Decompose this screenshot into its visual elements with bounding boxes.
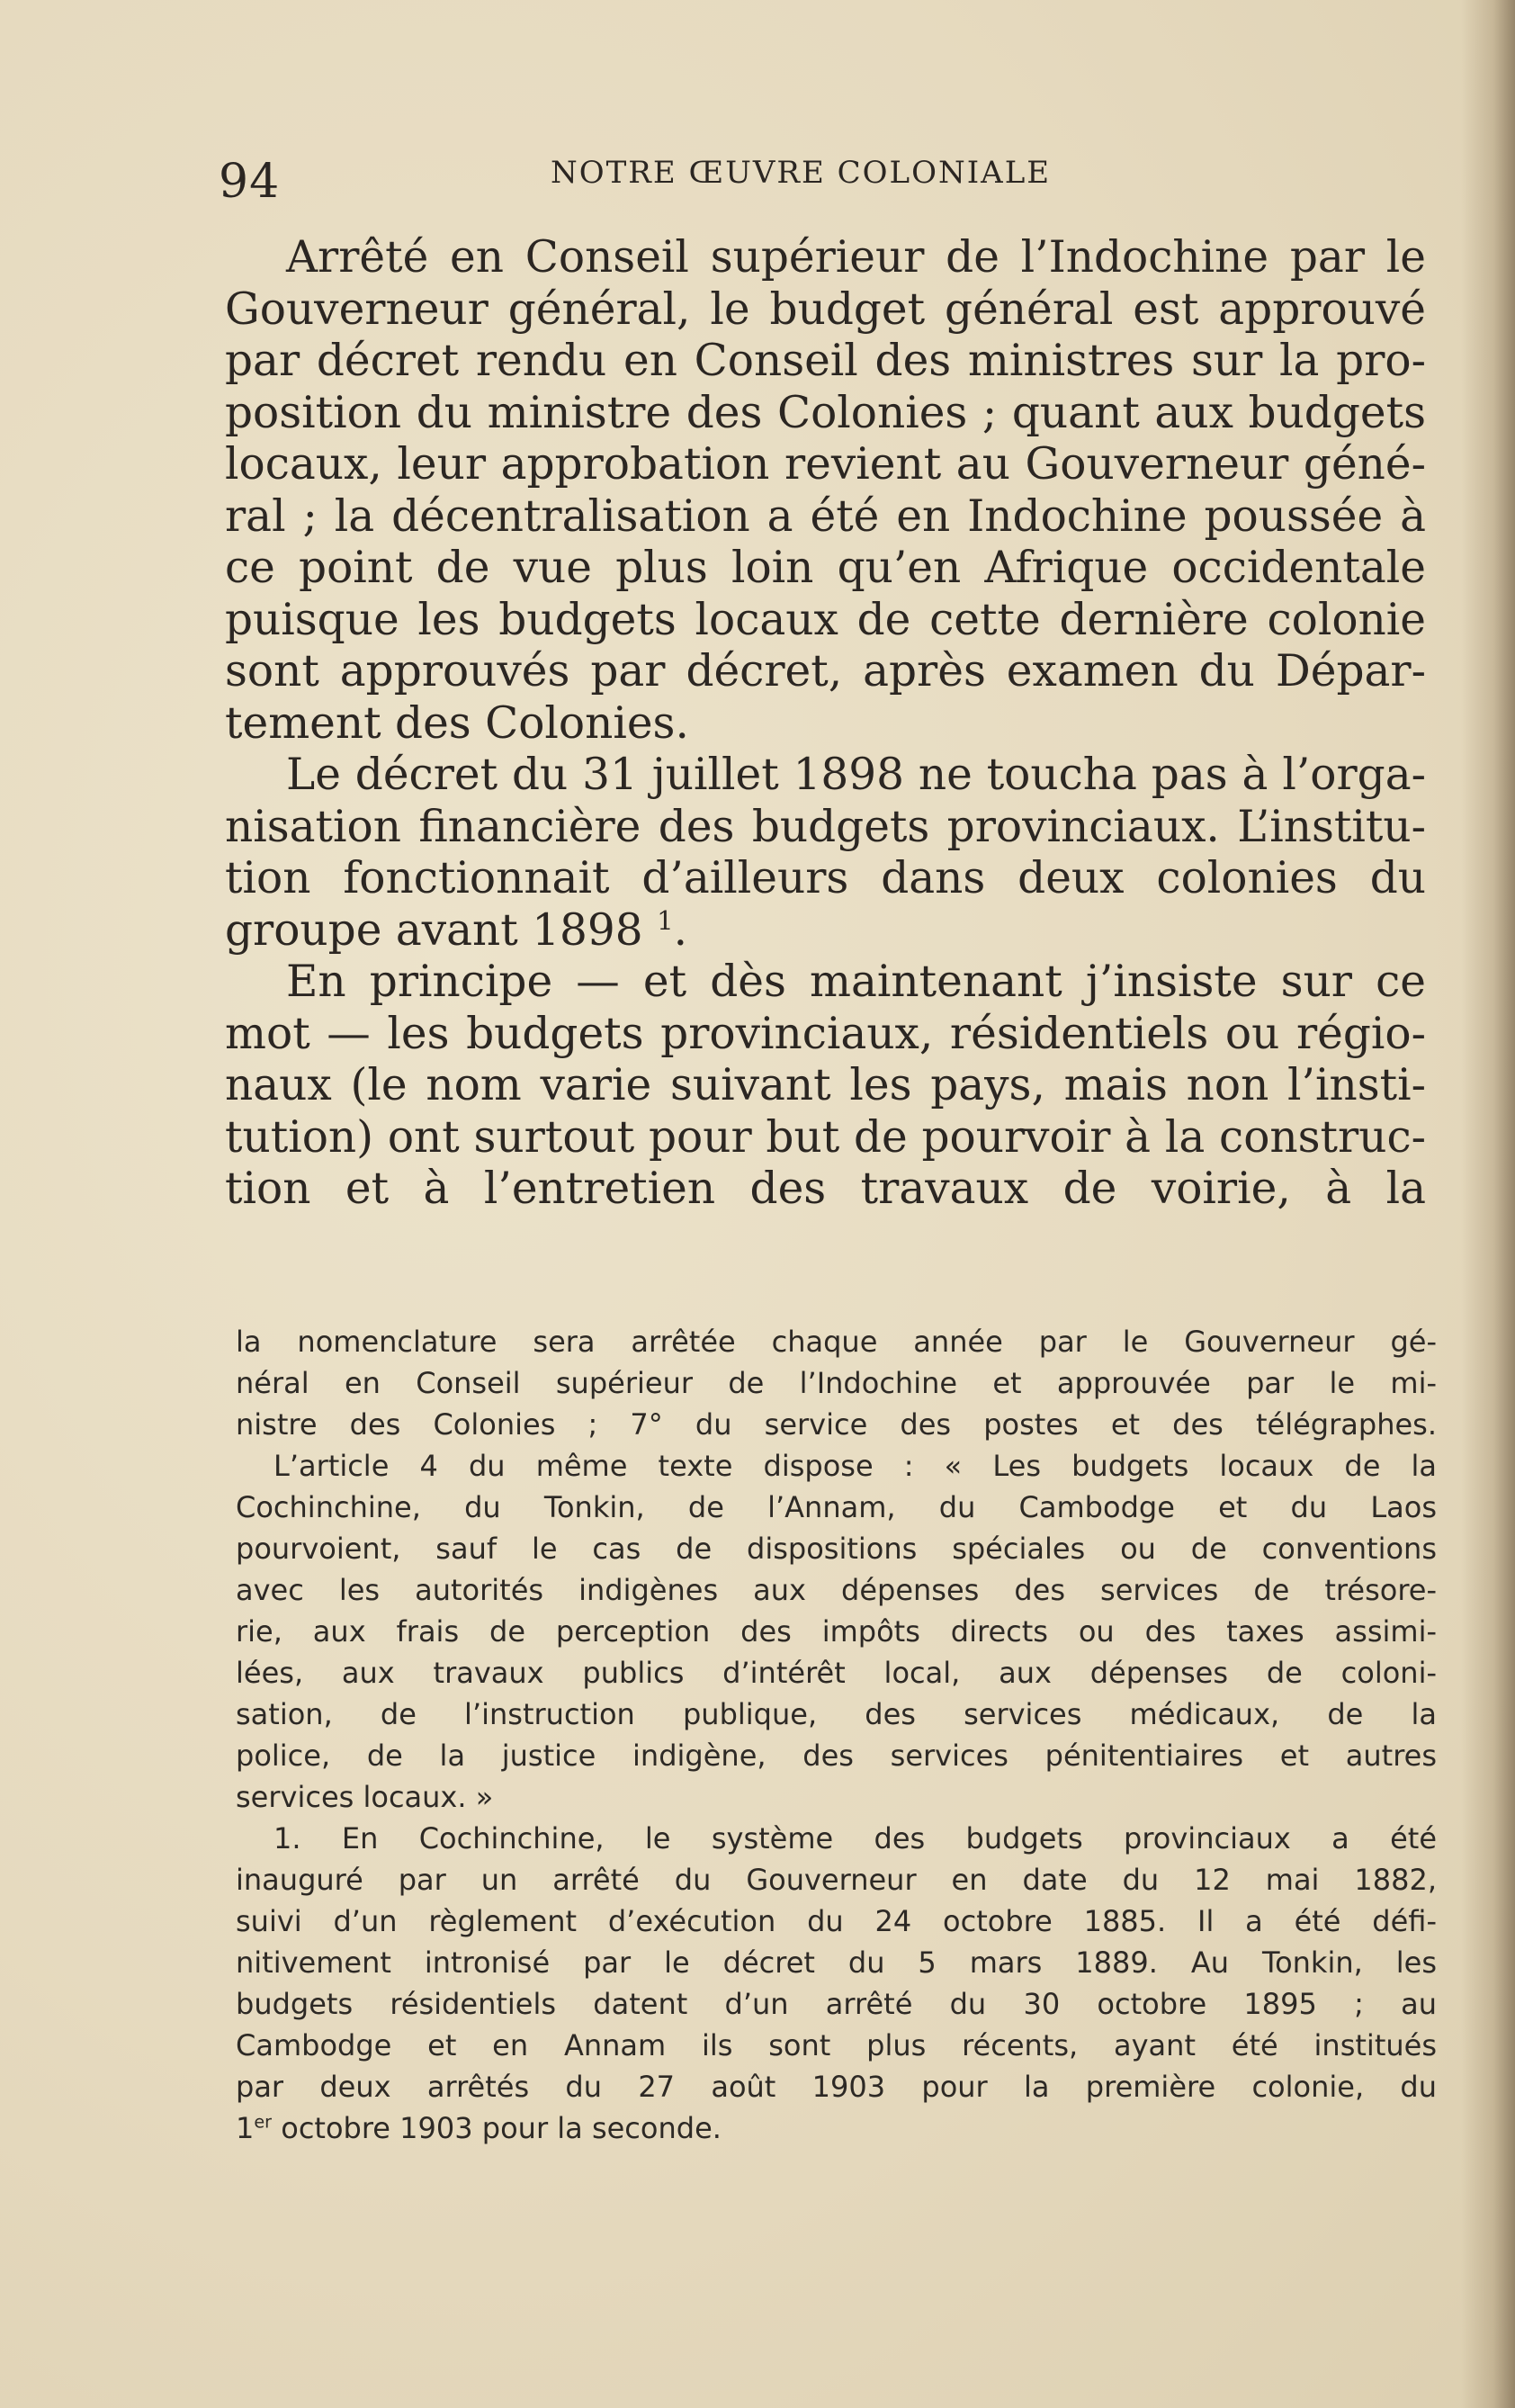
main-text xyxy=(225,232,1426,1216)
footnote-last-line xyxy=(236,2107,1437,2149)
text-line: position du ministre des Colonies ; quant aux budgets xyxy=(225,387,1426,438)
text-line: sont approuvés par décret, après examen du Dépar- xyxy=(225,646,1426,696)
footnote-line: avec les autorités indigènes aux dépenses des services de trésore- xyxy=(236,1573,1437,1607)
text-line: En principe — et dès maintenant j’insiste sur ce xyxy=(286,957,1426,1007)
footnote-line: par deux arrêtés du 27 août 1903 pour la première colonie, du xyxy=(236,2070,1437,2104)
footnote-line: L’article 4 du même texte dispose : « Les budgets locaux de la xyxy=(273,1449,1437,1483)
text-line: tement des Colonies. xyxy=(225,697,689,749)
footnote-ordinal-suffix: er xyxy=(254,2111,273,2133)
text-line-with-footnote xyxy=(225,905,1426,957)
footnote-line: rie, aux frais de perception des impôts directs ou des taxes assimi- xyxy=(236,1614,1437,1649)
text-line: groupe avant 1898 xyxy=(225,904,643,956)
footnote-line: budgets résidentiels datent d’un arrêté du 30 octobre 1895 ; au xyxy=(236,1987,1437,2021)
footnote-line: inauguré par un arrêté du Gouverneur en date du 12 mai 1882, xyxy=(236,1863,1437,1897)
text-line: tution) ont surtout pour but de pourvoir à la construc- xyxy=(225,1111,1426,1163)
footnote-line: services locaux. » xyxy=(236,1780,494,1814)
running-title: NOTRE ŒUVRE COLONIALE xyxy=(551,155,1052,191)
text-line: Gouverneur général, le budget général est approuvé xyxy=(225,283,1426,335)
text-line: ce point de vue plus loin qu’en Afrique occidentale xyxy=(225,543,1426,593)
footnote-line: néral en Conseil supérieur de l’Indochine et approuvée par le mi- xyxy=(236,1366,1437,1400)
text-line: puisque les budgets locaux de cette dernière colonie xyxy=(225,594,1426,645)
text-line: naux (le nom varie suivant les pays, mais non l’insti- xyxy=(225,1060,1426,1110)
page-number: 94 xyxy=(219,155,281,209)
footnote-line: lées, aux travaux publics d’intérêt local, aux dépenses de coloni- xyxy=(236,1656,1437,1690)
text-line: locaux, leur approbation revient au Gouverneur géné- xyxy=(225,439,1426,490)
text-line: par décret rendu en Conseil des ministres sur la pro- xyxy=(225,336,1426,386)
footnote-line: 1. En Cochinchine, le système des budgets provinciaux a été xyxy=(273,1821,1437,1855)
text-line: ral ; la décentralisation a été en Indochine poussée à xyxy=(225,490,1426,542)
footnote-line: octobre 1903 pour la seconde. xyxy=(272,2111,722,2145)
footnote-line: nitivement intronisé par le décret du 5 mars 1889. Au Tonkin, les xyxy=(236,1945,1437,1980)
footnote-line: la nomenclature sera arrêtée chaque année par le Gouverneur gé- xyxy=(236,1325,1437,1359)
footnotes xyxy=(236,1321,1437,2149)
footnote-line: sation, de l’instruction publique, des services médicaux, de la xyxy=(236,1697,1437,1731)
text-line: tion fonctionnait d’ailleurs dans deux colonies du xyxy=(225,853,1426,903)
footnote-reference-period: . xyxy=(673,904,687,956)
footnote-line: police, de la justice indigène, des services pénitentiaires et autres xyxy=(236,1739,1437,1773)
text-line: nisation financière des budgets provinciaux. L’institu- xyxy=(225,801,1426,852)
footnote-ordinal: 1 xyxy=(236,2111,255,2145)
footnote-reference: 1 xyxy=(657,904,674,936)
text-line: mot — les budgets provinciaux, résidentiels ou régio- xyxy=(225,1008,1426,1059)
footnote-line: Cambodge et en Annam ils sont plus récents, ayant été institués xyxy=(236,2028,1437,2062)
footnote-line: suivi d’un règlement d’exécution du 24 octobre 1885. Il a été défi- xyxy=(236,1904,1437,1938)
text-line: Le décret du 31 juillet 1898 ne toucha pas à l’orga- xyxy=(286,750,1426,800)
text-line: tion et à l’entretien des travaux de voirie, à la xyxy=(225,1164,1426,1214)
footnote-line: nistre des Colonies ; 7° du service des postes et des télégraphes. xyxy=(236,1407,1437,1442)
footnote-line: Cochinchine, du Tonkin, de l’Annam, du Cambodge et du Laos xyxy=(236,1490,1437,1524)
text-line: Arrêté en Conseil supérieur de l’Indochine par le xyxy=(286,232,1426,283)
footnote-line: pourvoient, sauf le cas de dispositions spéciales ou de conventions xyxy=(236,1532,1437,1566)
page-spine-shadow xyxy=(1461,0,1515,2408)
